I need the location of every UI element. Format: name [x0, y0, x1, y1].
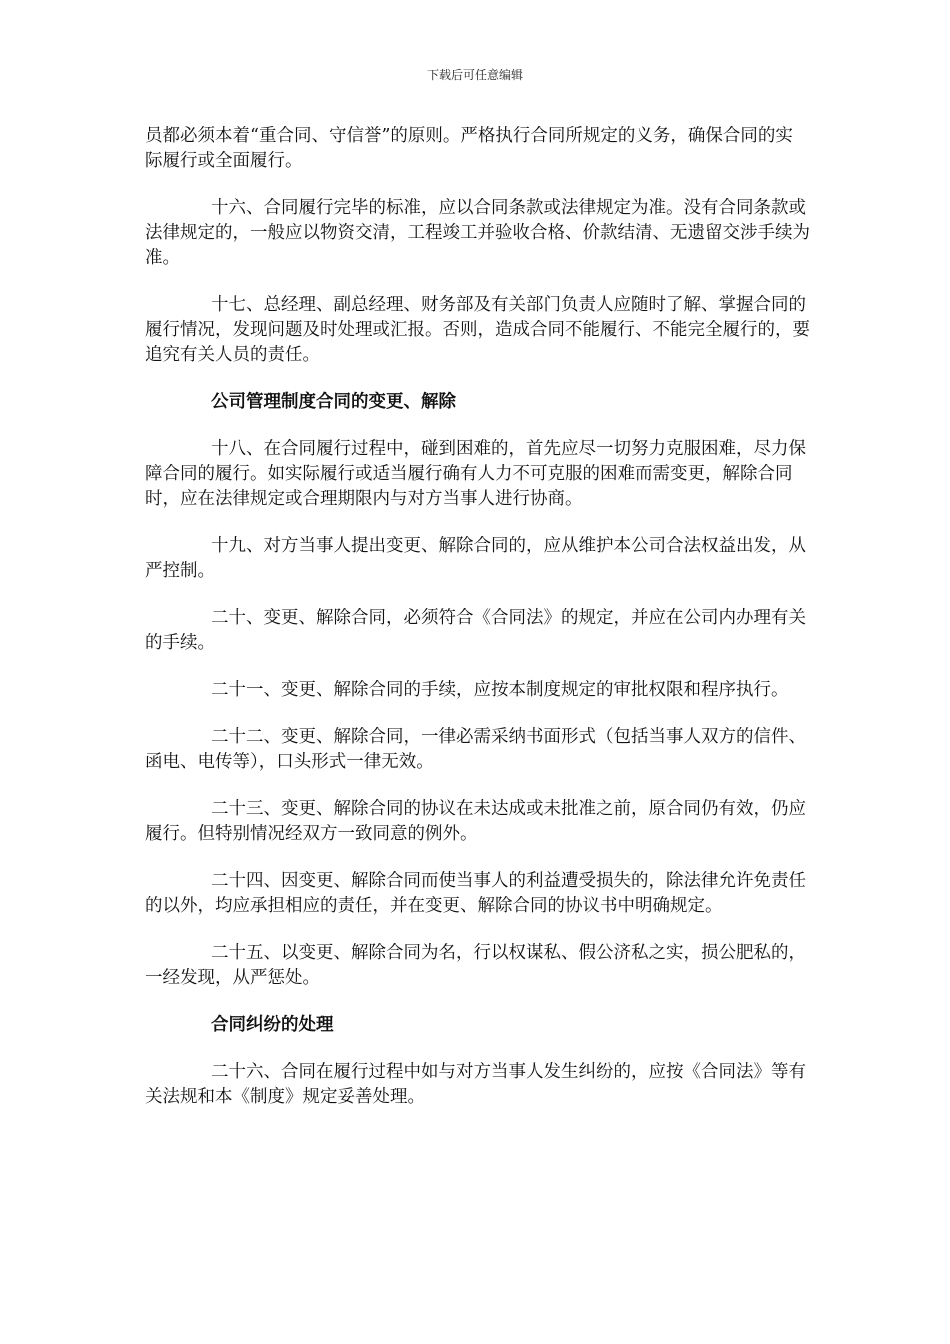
paragraph-article-23: 二十三、变更、解除合同的协议在未达成或未批准之前，原合同仍有效，仍应履行。但特别情况经双方一致同意的例外。 [145, 799, 806, 844]
paragraph-article-25: 二十五、以变更、解除合同为名，行以权谋私、假公济私之实，损公肥私的，一经发现，从严惩处。 [145, 943, 806, 988]
paragraph-article-18: 十八、在合同履行过程中，碰到困难的，首先应尽一切努力克服困难，尽力保障合同的履行。如实际履行或适当履行确有人力不可克服的困难而需变更，解除合同时，应在法律规定或合理期限内与对方当事人进行协商。 [145, 439, 806, 509]
document-body [145, 124, 810, 1132]
page-header: 下载后可任意编辑 [426, 68, 523, 82]
section-heading-change-termination: 公司管理制度合同的变更、解除 [211, 392, 456, 412]
paragraph-article-21: 二十一、变更、解除合同的手续，应按本制度规定的审批权限和程序执行。 [211, 680, 789, 700]
paragraph-article-20: 二十、变更、解除合同，必须符合《合同法》的规定，并应在公司内办理有关的手续。 [145, 608, 806, 653]
paragraph-article-22: 二十二、变更、解除合同，一律必需采纳书面形式（包括当事人双方的信件、函电、电传等），口头形式一律无效。 [145, 727, 806, 772]
section-heading-disputes: 合同纠纷的处理 [211, 1015, 334, 1035]
paragraph-article-16: 十六、合同履行完毕的标准，应以合同条款或法律规定为准。没有合同条款或法律规定的，一般应以物资交清，工程竣工并验收合格、价款结清、无遗留交涉手续为准。 [145, 198, 810, 268]
paragraph-article-24: 二十四、因变更、解除合同而使当事人的利益遭受损失的，除法律允许免责任的以外，均应承担相应的责任，并在变更、解除合同的协议书中明确规定。 [145, 871, 806, 916]
paragraph-continuation: 员都必须本着“重合同、守信誉”的原则。严格执行合同所规定的义务，确保合同的实际履行或全面履行。 [145, 126, 793, 171]
paragraph-article-17: 十七、总经理、副总经理、财务部及有关部门负责人应随时了解、掌握合同的履行情况，发现问题及时处理或汇报。否则，造成合同不能履行、不能完全履行的，要追究有关人员的责任。 [145, 295, 810, 365]
paragraph-article-26: 二十六、合同在履行过程中如与对方当事人发生纠纷的，应按《合同法》等有关法规和本《制度》规定妥善处理。 [145, 1062, 806, 1107]
paragraph-article-19: 十九、对方当事人提出变更、解除合同的，应从维护本公司合法权益出发，从严控制。 [145, 536, 806, 581]
